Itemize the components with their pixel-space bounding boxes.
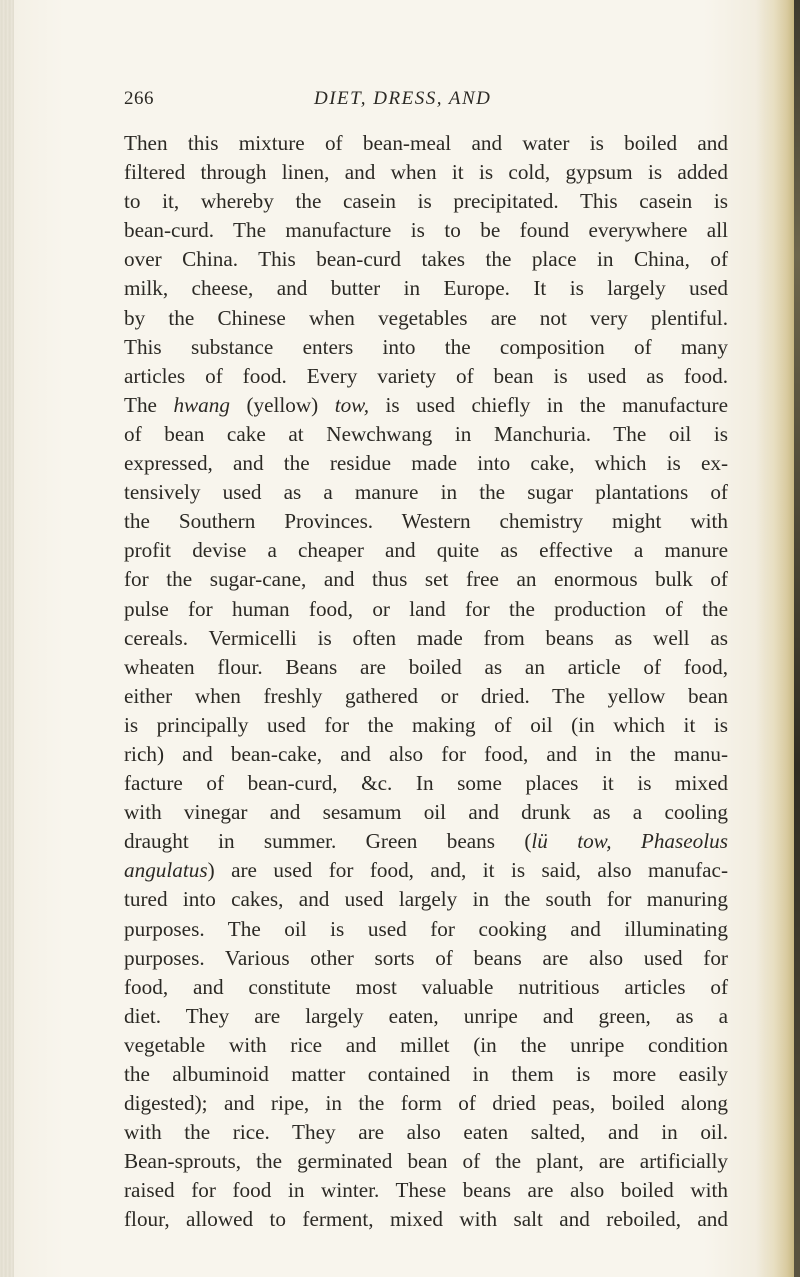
text-line: diet. They are largely eaten, unripe and green, as a [124, 1003, 728, 1028]
text-line: rich) and bean-cake, and also for food, and in the manu- [124, 741, 728, 766]
text-line: expressed, and the residue made into cake, which is ex- [124, 451, 728, 476]
page-number: 266 [124, 88, 154, 109]
text-line: milk, cheese, and butter in Europe. It is largely used [124, 276, 728, 301]
page-edge-dark [794, 0, 800, 1277]
text-line: bean-curd. The manufacture is to be found everywhere all [124, 218, 728, 243]
text-line: Bean-sprouts, the germinated bean of the plant, are artificially [124, 1149, 728, 1174]
text-line: flour, allowed to ferment, mixed with salt and reboiled, and [124, 1207, 728, 1232]
text-line: is principally used for the making of oil (in which it is [124, 712, 728, 737]
text-line: the Southern Provinces. Western chemistry might with [124, 509, 728, 534]
text-line: the albuminoid matter contained in them is more easily [124, 1062, 728, 1086]
text-line: draught in summer. Green beans (lü tow, Phaseolus [124, 829, 728, 854]
text-line: wheaten flour. Beans are boiled as an article of food, [124, 654, 728, 679]
page-header [0, 88, 800, 120]
text-line: digested); and ripe, in the form of dried peas, boiled along [124, 1091, 728, 1116]
text-line: cereals. Vermicelli is often made from beans as well as [124, 625, 728, 650]
text-line: over China. This bean-curd takes the place in China, of [124, 247, 728, 272]
text-line: facture of bean-curd, &c. In some places it is mixed [124, 771, 728, 796]
text-line: The hwang (yellow) tow, is used chiefly in the manufacture [124, 392, 728, 417]
text-line: vegetable with rice and millet (in the unripe condition [124, 1032, 728, 1057]
text-line: purposes. The oil is used for cooking and illuminating [124, 916, 728, 941]
text-line: purposes. Various other sorts of beans are also used for [124, 945, 728, 970]
text-line: tensively used as a manure in the sugar plantations of [124, 480, 728, 505]
text-line: by the Chinese when vegetables are not very plentiful. [124, 305, 728, 330]
text-line: Then this mixture of bean-meal and water is boiled and [124, 131, 728, 155]
text-line: tured into cakes, and used largely in the south for manuring [124, 887, 728, 912]
text-line: raised for food in winter. These beans are also boiled with [124, 1178, 728, 1203]
text-line: food, and constitute most valuable nutritious articles of [124, 974, 728, 999]
text-line: angulatus) are used for food, and, it is said, also manufac- [124, 858, 728, 883]
binding-gutter [0, 0, 14, 1277]
text-line: with the rice. They are also eaten salted, and in oil. [124, 1120, 728, 1145]
running-head: DIET, DRESS, AND [314, 88, 492, 109]
text-line: either when freshly gathered or dried. The yellow bean [124, 683, 728, 708]
body-text [124, 129, 728, 1235]
text-line: with vinegar and sesamum oil and drunk as a cooling [124, 800, 728, 825]
text-line: pulse for human food, or land for the production of the [124, 596, 728, 621]
text-line: This substance enters into the composition of many [124, 334, 728, 359]
text-line: filtered through linen, and when it is cold, gypsum is added [124, 160, 728, 185]
text-line: to it, whereby the casein is precipitated. This casein is [124, 189, 728, 214]
text-line: for the sugar-cane, and thus set free an enormous bulk of [124, 567, 728, 592]
text-line: articles of food. Every variety of bean is used as food. [124, 363, 728, 388]
text-line: profit devise a cheaper and quite as effective a manure [124, 538, 728, 563]
text-line: of bean cake at Newchwang in Manchuria. The oil is [124, 421, 728, 446]
